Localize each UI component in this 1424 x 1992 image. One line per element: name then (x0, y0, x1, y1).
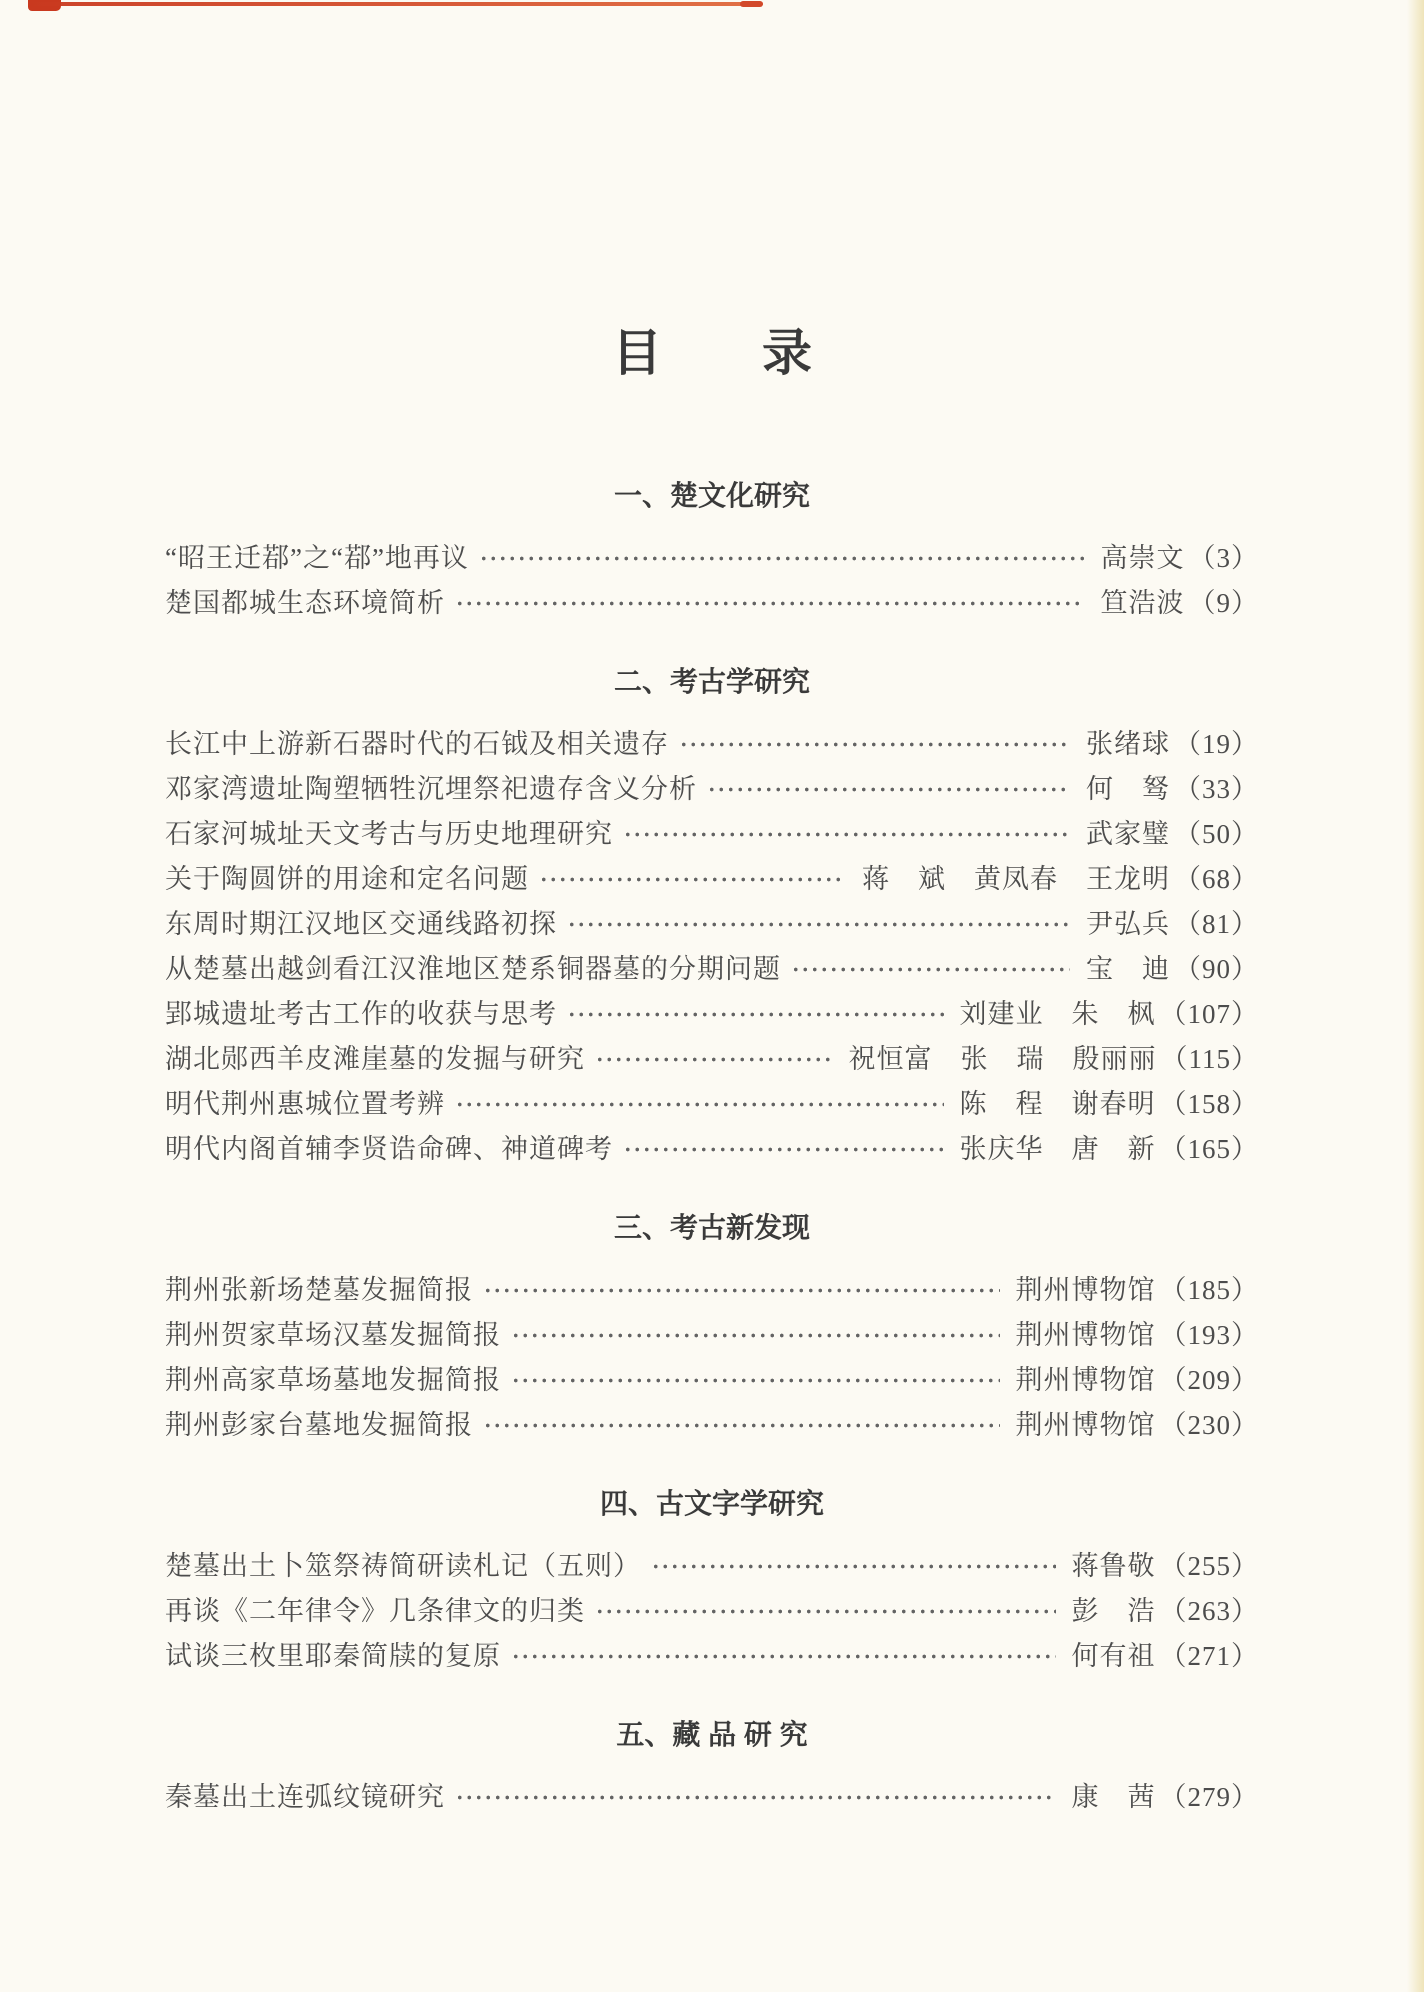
toc-entry (165, 1313, 1259, 1358)
dot-leader (511, 1358, 1000, 1403)
entry-page-number: （19） (1174, 729, 1259, 759)
toc-entry (165, 1589, 1259, 1634)
entry-title: 明代荆州惠城位置考辨 (165, 1089, 445, 1119)
entry-authors: 彭 浩 (1071, 1596, 1156, 1626)
section-header: 四、古文字学研究 (599, 1488, 824, 1519)
entry-authors: 何 驽 (1086, 774, 1170, 804)
toc-section-1 (165, 476, 1259, 626)
page-title: 目 录 (612, 325, 812, 381)
toc-entry (165, 1775, 1259, 1820)
entry-page-number: （158） (1159, 1089, 1259, 1119)
dot-leader (595, 1589, 1056, 1634)
dot-leader (511, 1634, 1056, 1679)
entry-title: 试谈三枚里耶秦简牍的复原 (165, 1641, 501, 1671)
entry-authors: 尹弘兵 (1086, 909, 1170, 939)
toc-entry (165, 1268, 1259, 1313)
entry-title: 再谈《二年律令》几条律文的归类 (165, 1596, 585, 1626)
toc-entry (165, 581, 1259, 626)
toc-entry (165, 1082, 1259, 1127)
entry-page-number: （263） (1159, 1596, 1259, 1626)
toc-entry (165, 1037, 1259, 1082)
toc-entry (165, 1544, 1259, 1589)
section-header: 一、楚文化研究 (613, 480, 810, 511)
entry-page-number: （107） (1159, 999, 1259, 1029)
entry-title: 明代内阁首辅李贤诰命碑、神道碑考 (165, 1134, 613, 1164)
entry-authors: 祝恒富 张 瑞 殷丽丽 (848, 1044, 1157, 1074)
entry-page-number: （271） (1159, 1641, 1259, 1671)
dot-leader (595, 1037, 833, 1082)
section-header: 三、考古新发现 (613, 1212, 810, 1243)
entry-page-number: （115） (1160, 1044, 1259, 1074)
dot-leader (539, 857, 846, 902)
entry-authors: 康 茜 (1071, 1782, 1156, 1812)
dot-leader (455, 581, 1085, 626)
toc-entry (165, 857, 1259, 902)
entry-title: 楚国都城生态环境简析 (165, 588, 445, 618)
dot-leader (483, 1268, 1000, 1313)
dot-leader (455, 1082, 944, 1127)
toc-entry (165, 947, 1259, 992)
toc-entry (165, 722, 1259, 767)
entry-page-number: （279） (1159, 1782, 1259, 1812)
section-entry-list (165, 536, 1259, 626)
entry-title: 从楚墓出越剑看江汉淮地区楚系铜器墓的分期问题 (165, 954, 781, 984)
entry-title: 湖北郧西羊皮滩崖墓的发掘与研究 (165, 1044, 585, 1074)
toc-entry (165, 992, 1259, 1037)
toc-section-3 (165, 1208, 1259, 1448)
section-entry-list (165, 1544, 1259, 1679)
scan-artifact-right-edge (1407, 0, 1424, 1992)
dot-leader (567, 992, 944, 1037)
entry-authors: 陈 程 谢春明 (959, 1089, 1156, 1119)
toc-entry (165, 1127, 1259, 1172)
entry-authors: 高崇文 (1100, 543, 1185, 573)
entry-authors: 笪浩波 (1100, 588, 1185, 618)
toc-section-5 (165, 1715, 1259, 1820)
toc-section-2 (165, 662, 1259, 1172)
entry-authors: 张绪球 (1086, 729, 1170, 759)
toc-sections (165, 476, 1259, 1820)
entry-page-number: （50） (1174, 819, 1259, 849)
entry-authors: 宝 迪 (1086, 954, 1170, 984)
entry-title: 荆州高家草场墓地发掘简报 (165, 1365, 501, 1395)
entry-authors: 何有祖 (1071, 1641, 1156, 1671)
entry-title: 秦墓出土连弧纹镜研究 (165, 1782, 445, 1812)
entry-page-number: （165） (1159, 1134, 1259, 1164)
toc-entry (165, 1403, 1259, 1448)
entry-title: 荆州贺家草场汉墓发掘简报 (165, 1320, 501, 1350)
dot-leader (623, 1127, 944, 1172)
toc-entry (165, 1634, 1259, 1679)
entry-page-number: （209） (1159, 1365, 1259, 1395)
section-entry-list (165, 722, 1259, 1172)
entry-title: 关于陶圆饼的用途和定名问题 (165, 864, 529, 894)
entry-page-number: （3） (1188, 543, 1259, 573)
entry-page-number: （33） (1174, 774, 1259, 804)
entry-title: 荆州彭家台墓地发掘简报 (165, 1410, 473, 1440)
dot-leader (479, 536, 1085, 581)
entry-title: 郢城遗址考古工作的收获与思考 (165, 999, 557, 1029)
dot-leader (651, 1544, 1056, 1589)
entry-title: 石家河城址天文考古与历史地理研究 (165, 819, 613, 849)
dot-leader (707, 767, 1070, 812)
dot-leader (679, 722, 1070, 767)
toc-section-4 (165, 1484, 1259, 1679)
section-header: 五、藏 品 研 究 (616, 1719, 808, 1750)
toc-entry (165, 1358, 1259, 1403)
dot-leader (511, 1313, 1000, 1358)
dot-leader (483, 1403, 1000, 1448)
section-header: 二、考古学研究 (613, 666, 810, 697)
toc-entry (165, 536, 1259, 581)
dot-leader (623, 812, 1070, 857)
section-entry-list (165, 1268, 1259, 1448)
section-entry-list (165, 1775, 1259, 1820)
entry-title: 楚墓出土卜筮祭祷简研读札记（五则） (165, 1551, 641, 1581)
dot-leader (455, 1775, 1056, 1820)
entry-title: 长江中上游新石器时代的石钺及相关遗存 (165, 729, 669, 759)
toc-entry (165, 767, 1259, 812)
entry-title: 邓家湾遗址陶塑牺牲沉埋祭祀遗存含义分析 (165, 774, 697, 804)
entry-authors: 荆州博物馆 (1015, 1365, 1156, 1395)
entry-page-number: （185） (1159, 1275, 1259, 1305)
entry-page-number: （9） (1188, 588, 1259, 618)
entry-page-number: （255） (1159, 1551, 1259, 1581)
dot-leader (567, 902, 1070, 947)
toc-entry (165, 902, 1259, 947)
entry-authors: 荆州博物馆 (1015, 1275, 1156, 1305)
entry-page-number: （81） (1174, 909, 1259, 939)
entry-page-number: （193） (1159, 1320, 1259, 1350)
toc-entry (165, 812, 1259, 857)
entry-title: 荆州张新场楚墓发掘简报 (165, 1275, 473, 1305)
entry-title: “昭王迁鄀”之“鄀”地再议 (165, 543, 469, 573)
entry-authors: 荆州博物馆 (1015, 1410, 1156, 1440)
entry-authors: 刘建业 朱 枫 (959, 999, 1156, 1029)
dot-leader (791, 947, 1070, 992)
toc-content (165, 0, 1259, 1820)
entry-page-number: （90） (1174, 954, 1259, 984)
entry-authors: 荆州博物馆 (1015, 1320, 1156, 1350)
entry-authors: 武家璧 (1086, 819, 1170, 849)
entry-title: 东周时期江汉地区交通线路初探 (165, 909, 557, 939)
entry-authors: 张庆华 唐 新 (959, 1134, 1156, 1164)
entry-authors: 蒋鲁敬 (1071, 1551, 1156, 1581)
entry-page-number: （230） (1159, 1410, 1259, 1440)
entry-authors: 蒋 斌 黄凤春 王龙明 (862, 864, 1170, 894)
entry-page-number: （68） (1174, 864, 1259, 894)
